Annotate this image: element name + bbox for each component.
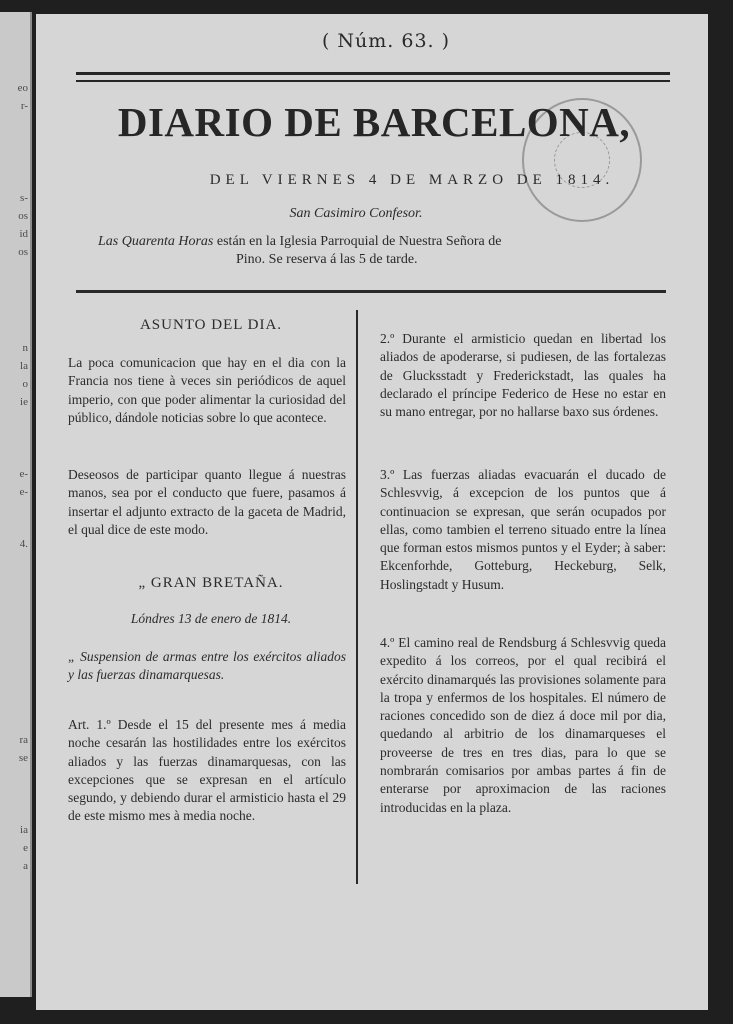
edge-fragment: e- [19, 486, 28, 498]
notice [98, 233, 674, 251]
saint-of-day: San Casimiro Confesor. [289, 206, 423, 221]
place-date: Lóndres 13 de enero de 1814. [130, 611, 292, 626]
article-3: 3.º Las fuerzas aliadas evacuarán el ducado de Schlesvvig, á excepcion de los puntos que á continuacion se expresan, que serán ocupados por ellas, como tambien el terreno situado entre la línea que forman estos mismos puntos y el Eyder; à saber: Ekcenforhde, Gotteburg, Heckeburg, Selk, Hoslingstadt y Husum. [380, 467, 666, 592]
subtitle: „ Suspension de armas entre los exércitos aliados y las fuerzas dinamarquesas. [68, 649, 346, 683]
header-rule [76, 72, 670, 75]
edge-fragment: ie [20, 396, 28, 408]
adjacent-page-edge [0, 12, 32, 997]
edge-fragment: s- [20, 192, 28, 204]
notice-text: están en la Iglesia Parroquial de Nuestra Señora de [216, 234, 502, 249]
edge-fragment: ia [20, 824, 28, 836]
edge-fragment: ra [19, 734, 28, 746]
edge-fragment: se [18, 752, 28, 764]
edge-fragment: n [22, 342, 28, 354]
section-heading: ASUNTO DEL DIA. [139, 317, 283, 333]
edge-fragment: r- [20, 100, 28, 112]
edge-fragment: la [20, 360, 28, 372]
edge-fragment: o [22, 378, 28, 390]
article-2: 2.º Durante el armisticio quedan en libertad los aliados de apoderarse, si pudiesen, de las fortalezas de Glucksstadt y Frederickstadt, las quales ha declarado el príncipe Federico de Hese no estar en su mano entregar, por no hallarse baxo sus órdenes. [380, 331, 666, 420]
edge-fragment: os [18, 246, 28, 258]
article-1: Art. 1.º Desde el 15 del presente mes á media noche cesarán las hostilidades entre los exércitos aliados y las fuerzas dinamarquesas, con las excepciones que se expresan en el artículo segundo, y debiendo durar el armisticio hasta el 29 de este mismo mes à media noche. [68, 717, 346, 824]
edge-fragment: id [19, 228, 28, 240]
edge-fragment: eo [17, 82, 28, 94]
left-para-1: La poca comunicacion que hay en el dia con la Francia nos tiene à veces sin periódicos de aquel imperio, con que poder alimentar la curiosidad del público, dándole noticias sobre lo que acontece. [68, 355, 346, 425]
masthead-title: DIARIO DE BARCELONA, [117, 99, 631, 145]
issue-number: ( Núm. 63. ) [321, 30, 451, 52]
edge-fragment: os [18, 210, 28, 222]
section-rule [76, 290, 666, 293]
header-rule [76, 80, 670, 82]
left-para-2: Deseosos de participar quanto llegue á nuestras manos, sea por el conducto que fuere, pasamos á insertar el adjunto extracto de la gaceta de Madrid, el qual dice de este modo. [68, 467, 346, 537]
sub-heading: „ GRAN BRETAÑA. [138, 575, 284, 591]
newspaper-page [36, 14, 708, 1010]
notice-line2: Pino. Se reserva á las 5 de tarde. [236, 252, 418, 267]
edge-fragment: e [23, 842, 28, 854]
notice-italic: Las Quarenta Horas [98, 234, 214, 249]
dateline: DEL VIERNES 4 DE MARZO DE 1814. [209, 172, 615, 188]
edge-fragment: e- [19, 468, 28, 480]
column-rule [356, 310, 358, 884]
edge-fragment: 4. [19, 538, 28, 550]
article-4: 4.º El camino real de Rendsburg á Schlesvvig queda expedito á los correos, por el qual recibirá el exército dinamarqués las provisiones solamente para la tropa y enfermos de los hospitales. El número de raciones concedido son de diez á doce mil por dia, quedando al arbitrio de los dinamarqueses el proveerse de tres en tres dias, para lo que se nombrarán comisarios por ambas partes á fin de enterarse por aproximacion de las raciones introducidas en la plaza. [380, 635, 666, 815]
edge-fragment: a [23, 860, 28, 872]
